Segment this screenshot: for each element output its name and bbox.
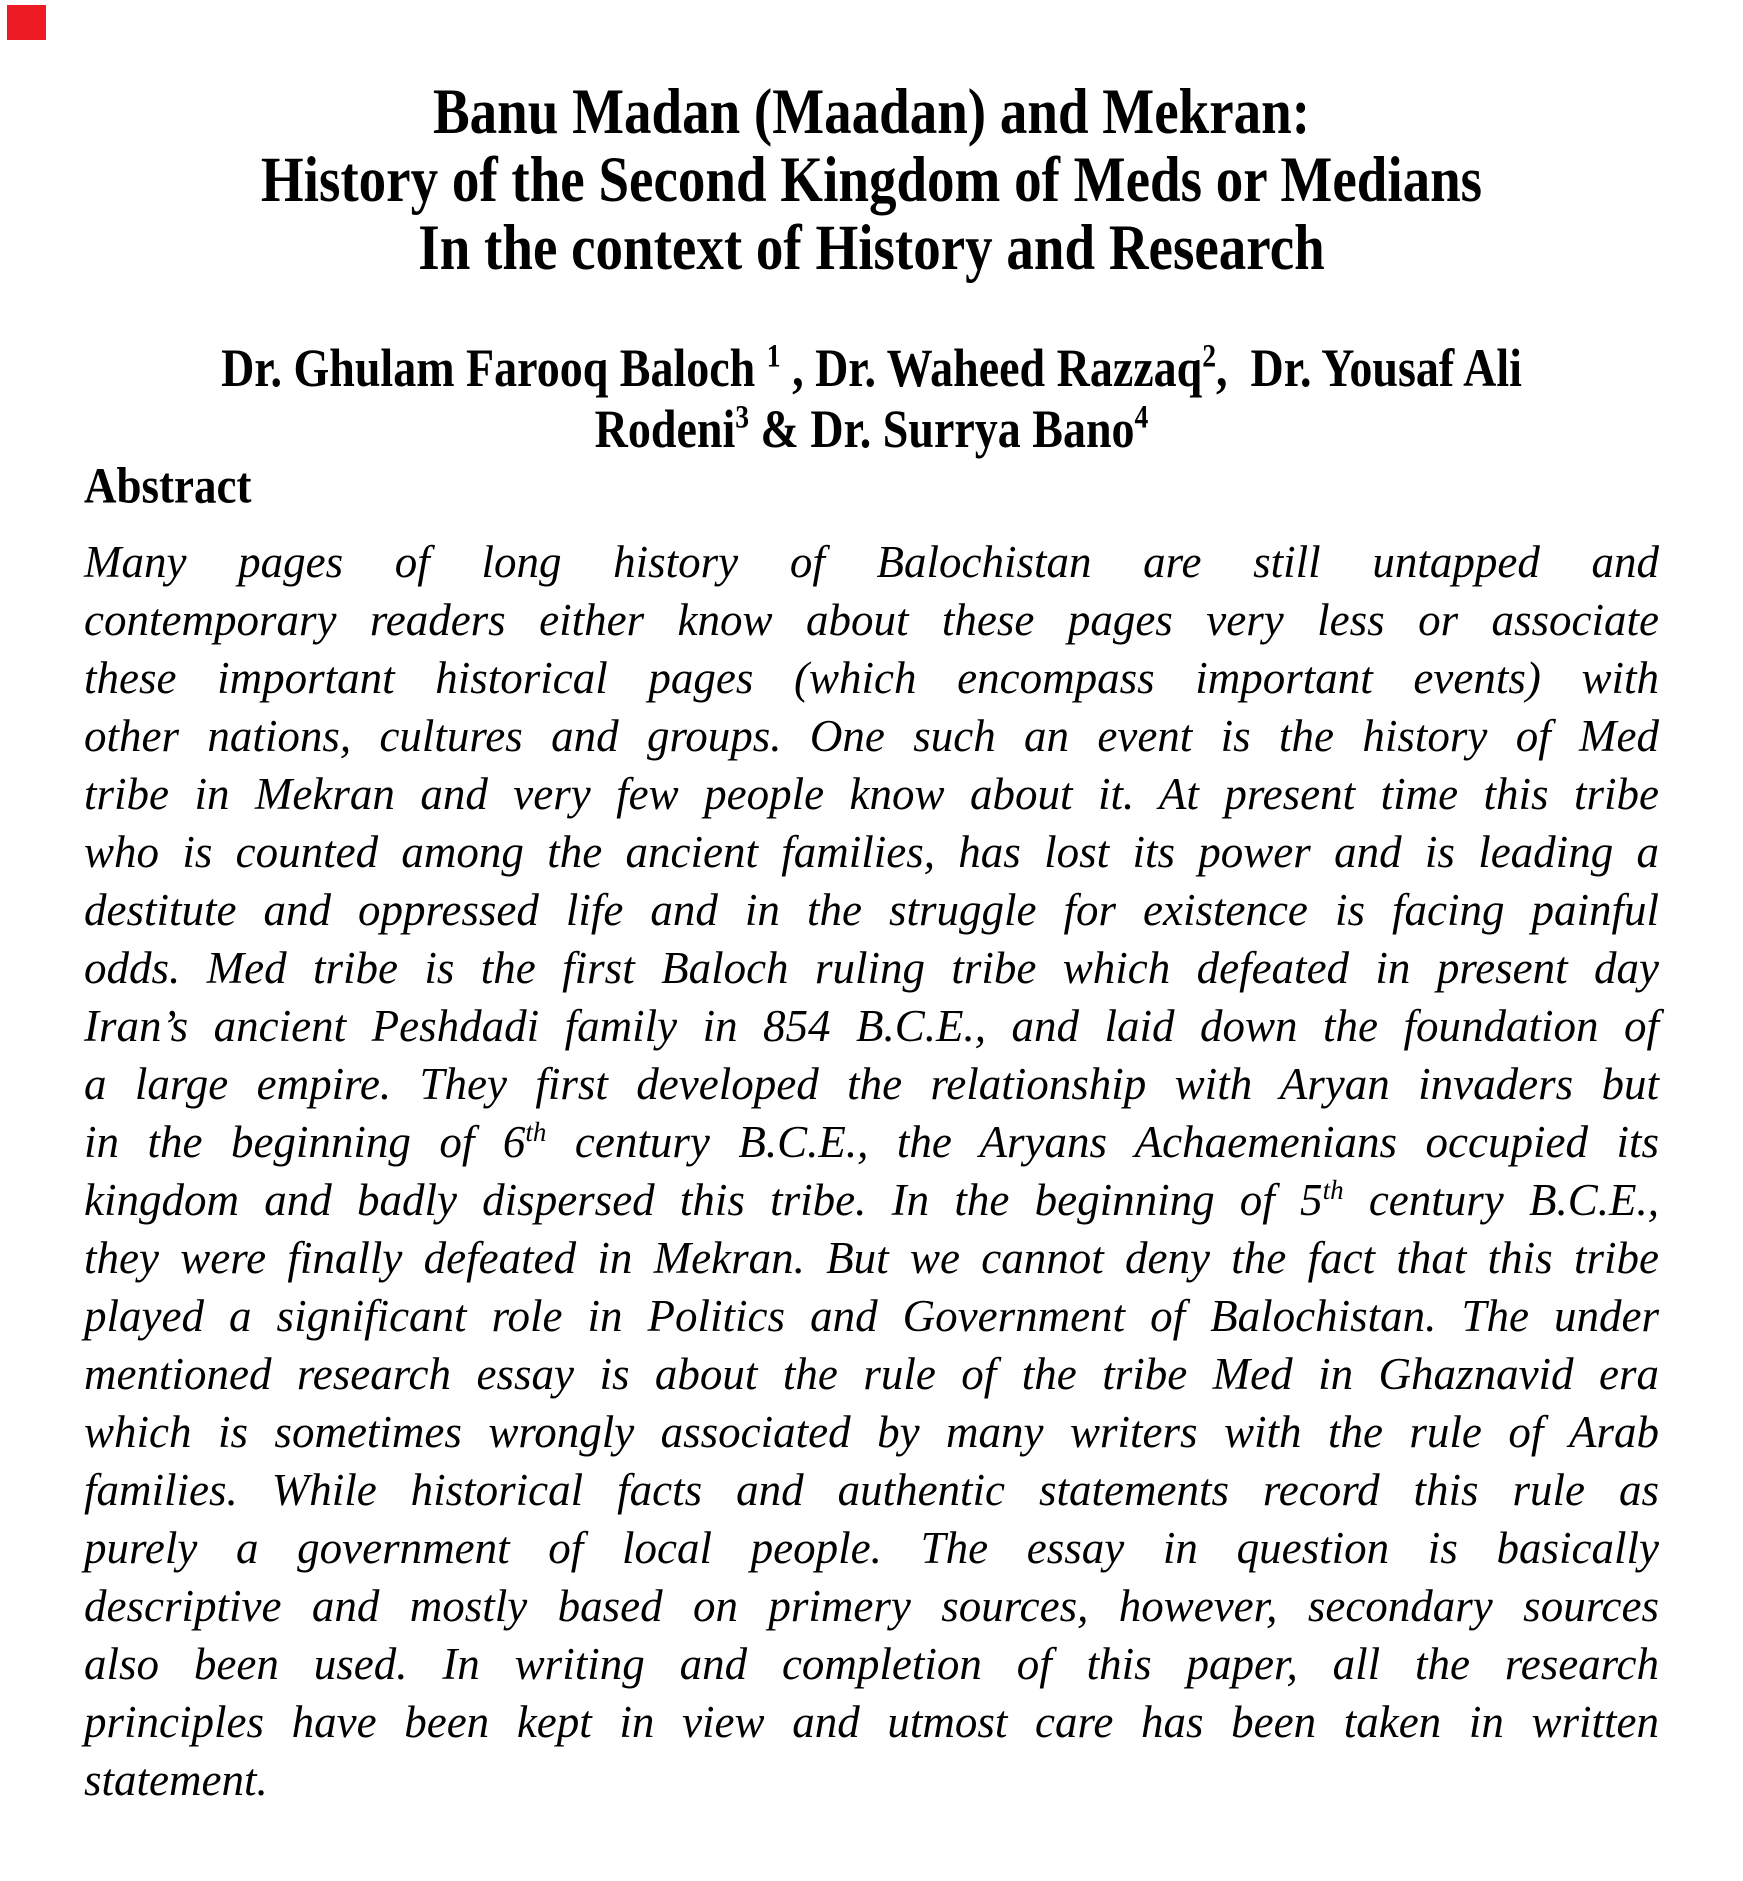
corner-red-marker — [7, 5, 46, 40]
title-line: Banu Madan (Maadan) and Mekran: — [432, 75, 1311, 148]
abstract-line: a large empire. They first developed the relationship with Aryan invaders but — [84, 1059, 1659, 1109]
abstract-line: principles have been kept in view and utmost care has been taken in written — [84, 1697, 1659, 1747]
author-line: Rodeni$^3$ & Dr. Surrya Bano$^4$ — [594, 398, 1149, 459]
abstract-line: families. While historical facts and authentic statements record this rule as — [84, 1465, 1659, 1515]
abstract-line: who is counted among the ancient families, has lost its power and is leading a — [84, 827, 1659, 877]
title-line: In the context of History and Research — [418, 211, 1325, 284]
abstract-line: odds. Med tribe is the first Baloch ruling tribe which defeated in present day — [84, 943, 1659, 993]
abstract-line: other nations, cultures and groups. One such an event is the history of Med — [84, 711, 1659, 761]
abstract-line: these important historical pages (which encompass important events) with — [84, 653, 1659, 703]
abstract-line: Many pages of long history of Balochistan are still untapped and — [84, 537, 1659, 587]
abstract-paragraph — [84, 533, 1659, 1809]
abstract-line: which is sometimes wrongly associated by many writers with the rule of Arab — [84, 1407, 1659, 1457]
title-line: History of the Second Kingdom of Meds or Medians — [260, 143, 1483, 216]
abstract-line: statement. — [84, 1755, 268, 1805]
abstract-line: tribe in Mekran and very few people know about it. At present time this tribe — [84, 769, 1659, 819]
abstract-line: played a significant role in Politics and Government of Balochistan. The under — [84, 1291, 1659, 1341]
paper-title — [84, 75, 1659, 284]
abstract-line: contemporary readers either know about these pages very less or associate — [84, 595, 1659, 645]
abstract-line: also been used. In writing and completion of this paper, all the research — [84, 1639, 1659, 1689]
abstract-line: Iran’s ancient Peshdadi family in 854 B.C.E., and laid down the foundation of — [84, 1001, 1659, 1051]
abstract-heading: Abstract — [84, 457, 252, 514]
author-line: Dr. Ghulam Farooq Baloch $^1$ , Dr. Waheed Razzaq$^2$, Dr. Yousaf Ali — [221, 337, 1522, 398]
abstract-line: destitute and oppressed life and in the struggle for existence is facing painful — [84, 885, 1659, 935]
abstract-line: descriptive and mostly based on primery sources, however, secondary sources — [84, 1581, 1659, 1631]
abstract-line: purely a government of local people. The essay in question is basically — [84, 1523, 1659, 1573]
abstract-line: in the beginning of 6th century B.C.E., the Aryans Achaemenians occupied its — [84, 1117, 1659, 1167]
authors-block — [84, 337, 1659, 459]
abstract-line: kingdom and badly dispersed this tribe. In the beginning of 5th century B.C.E., — [84, 1175, 1659, 1225]
abstract-line: mentioned research essay is about the rule of the tribe Med in Ghaznavid era — [84, 1349, 1659, 1399]
abstract-line: they were finally defeated in Mekran. But we cannot deny the fact that this tribe — [84, 1233, 1659, 1283]
